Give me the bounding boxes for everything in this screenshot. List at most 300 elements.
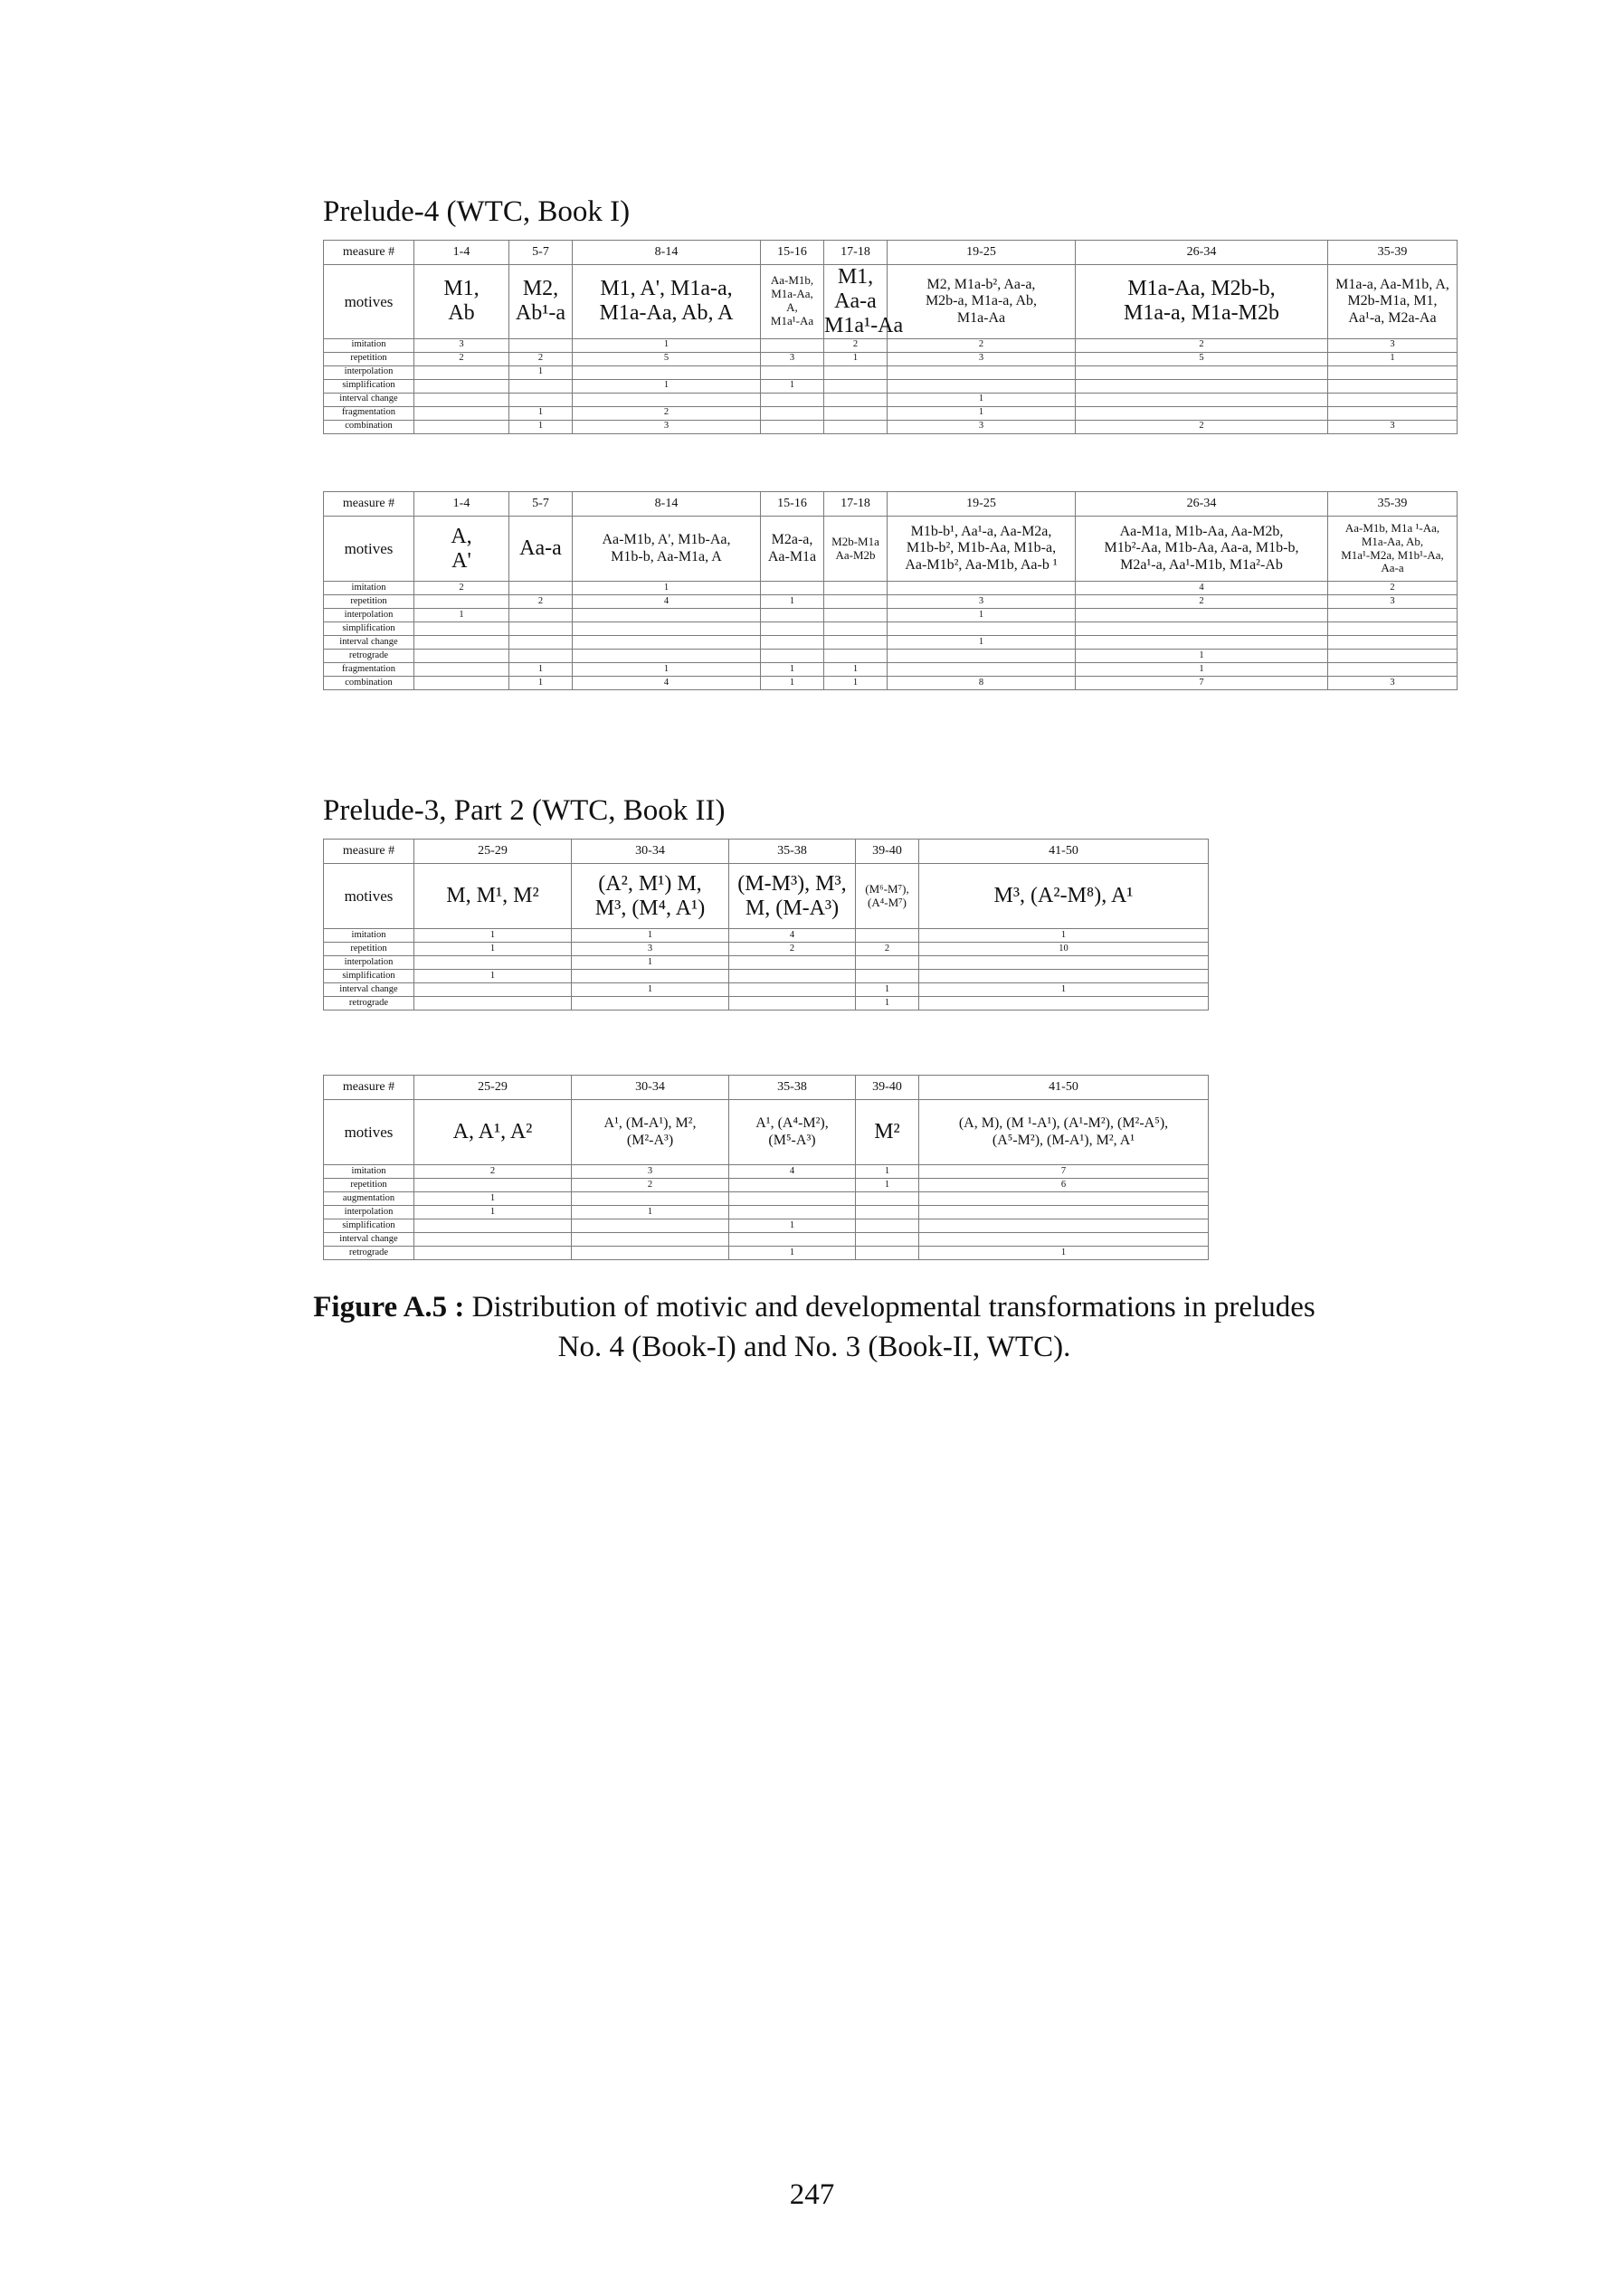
count-cell [729, 970, 856, 983]
measure-range-cell: 30-34 [572, 840, 729, 864]
motive-line: (A⁴-M⁷) [868, 895, 907, 909]
count-cell [414, 406, 509, 420]
count-cell [888, 663, 1076, 677]
count-cell: 1 [509, 663, 573, 677]
motive-line: M1b-b², M1b-Aa, M1b-a, [906, 540, 1057, 556]
transformation-label: augmentation [324, 1192, 414, 1206]
header-row [324, 492, 1458, 517]
count-cell: 5 [1076, 352, 1328, 365]
count-cell: 1 [509, 406, 573, 420]
count-cell: 3 [1328, 595, 1458, 609]
count-cell [729, 983, 856, 997]
count-cell [824, 406, 888, 420]
count-cell [919, 956, 1209, 970]
count-cell [1328, 406, 1458, 420]
count-cell: 3 [572, 1165, 729, 1179]
count-cell [509, 393, 573, 406]
motives-cell [856, 864, 919, 929]
motives-cell [824, 517, 888, 582]
count-cell: 2 [856, 943, 919, 956]
motives-row [324, 517, 1458, 582]
count-cell [919, 1219, 1209, 1233]
figure-caption [308, 1288, 1321, 1367]
motive-line: M1a¹-M2a, M1b¹-Aa, [1341, 547, 1444, 562]
measure-header: measure # [324, 241, 414, 265]
count-cell [824, 636, 888, 650]
count-cell [919, 997, 1209, 1010]
count-cell: 1 [888, 406, 1076, 420]
transformation-row [324, 636, 1458, 650]
count-cell: 1 [856, 1179, 919, 1192]
count-cell: 1 [414, 1206, 572, 1219]
count-cell [414, 379, 509, 393]
count-cell [824, 650, 888, 663]
count-cell: 1 [1076, 663, 1328, 677]
transformation-row [324, 379, 1458, 393]
count-cell [729, 1192, 856, 1206]
measure-header: measure # [324, 492, 414, 517]
measure-range-cell: 35-38 [729, 840, 856, 864]
header-row [324, 840, 1209, 864]
motives-row [324, 864, 1209, 929]
count-cell [729, 997, 856, 1010]
count-cell: 1 [414, 929, 572, 943]
transformation-label: imitation [324, 1165, 414, 1179]
motive-line: A¹, (A⁴-M²), [755, 1115, 829, 1132]
motives-cell [729, 864, 856, 929]
transformation-label: retrograde [324, 650, 414, 663]
count-cell: 4 [729, 1165, 856, 1179]
count-cell [761, 582, 824, 595]
count-cell [1076, 406, 1328, 420]
count-cell [509, 582, 573, 595]
count-cell [414, 1219, 572, 1233]
count-cell [888, 650, 1076, 663]
motives-cell [761, 265, 824, 339]
motives-cell [414, 517, 509, 582]
motive-line: Ab¹-a [515, 301, 566, 326]
motive-line: M1a-Aa, Ab, A [599, 301, 734, 326]
transformation-label: repetition [324, 595, 414, 609]
motive-line: M2, [522, 277, 559, 301]
count-cell: 1 [572, 1206, 729, 1219]
count-cell [573, 636, 761, 650]
count-cell: 3 [1328, 338, 1458, 352]
count-cell: 2 [824, 338, 888, 352]
motive-line: M1, A', M1a-a, [600, 277, 733, 301]
transformation-row [324, 582, 1458, 595]
count-cell [572, 1233, 729, 1247]
measure-range-cell: 8-14 [573, 241, 761, 265]
count-cell: 2 [573, 406, 761, 420]
count-cell: 1 [1328, 352, 1458, 365]
count-cell: 1 [761, 379, 824, 393]
count-cell: 1 [572, 929, 729, 943]
transformation-row [324, 943, 1209, 956]
count-cell: 4 [729, 929, 856, 943]
count-cell: 1 [414, 1192, 572, 1206]
transformation-row [324, 663, 1458, 677]
count-cell [761, 393, 824, 406]
transformation-label: interpolation [324, 609, 414, 622]
motive-line: M1b-b, Aa-M1a, A [611, 548, 722, 565]
motive-line: Ab [448, 301, 475, 326]
prelude-3-table-1 [323, 839, 1209, 1010]
measure-range-cell: 1-4 [414, 492, 509, 517]
measure-range-cell: 15-16 [761, 492, 824, 517]
count-cell [509, 338, 573, 352]
motives-cell [919, 1100, 1209, 1165]
measure-range-cell: 17-18 [824, 241, 888, 265]
motive-line: M1, [837, 265, 874, 289]
motives-cell [824, 265, 904, 339]
count-cell [414, 1233, 572, 1247]
count-cell [761, 365, 824, 379]
count-cell [414, 956, 572, 970]
count-cell [572, 997, 729, 1010]
count-cell [919, 1206, 1209, 1219]
motive-line: Aa-a [519, 536, 562, 561]
motive-line: M2b-a, M1a-a, Ab, [925, 293, 1038, 309]
count-cell: 2 [888, 338, 1076, 352]
count-cell: 2 [1328, 582, 1458, 595]
count-cell [1328, 663, 1458, 677]
motive-line: M³, (M⁴, A¹) [594, 896, 706, 920]
transformation-row [324, 997, 1209, 1010]
transformation-row [324, 393, 1458, 406]
count-cell [824, 622, 888, 636]
prelude-4-table-2 [323, 491, 1458, 690]
count-cell: 3 [572, 943, 729, 956]
count-cell: 1 [919, 929, 1209, 943]
transformation-label: imitation [324, 338, 414, 352]
motives-cell [509, 517, 573, 582]
count-cell [572, 970, 729, 983]
motive-line: Aa-M1b², Aa-M1b, Aa-b ¹ [905, 556, 1058, 573]
count-cell [824, 393, 888, 406]
count-cell: 1 [509, 677, 573, 690]
count-cell [761, 420, 824, 433]
motives-cell [1328, 265, 1458, 339]
transformation-row [324, 595, 1458, 609]
count-cell: 3 [888, 420, 1076, 433]
motive-line: M1a-Aa [956, 309, 1006, 326]
count-cell: 1 [414, 609, 509, 622]
count-cell: 7 [1076, 677, 1328, 690]
count-cell: 1 [414, 943, 572, 956]
transformation-label: interpolation [324, 365, 414, 379]
count-cell: 8 [888, 677, 1076, 690]
count-cell [509, 379, 573, 393]
motive-line: (M²-A³) [626, 1132, 674, 1148]
transformation-label: simplification [324, 379, 414, 393]
count-cell [572, 1219, 729, 1233]
figure-label: Figure A.5 : [313, 1291, 465, 1324]
transformation-row [324, 1192, 1209, 1206]
count-cell [919, 1233, 1209, 1247]
motive-line: Aa-a [1381, 561, 1404, 575]
measure-header: measure # [324, 840, 414, 864]
motive-line: Aa-M1b, [770, 273, 814, 288]
count-cell [414, 636, 509, 650]
count-cell [414, 393, 509, 406]
motive-line: M2a-a, [771, 532, 813, 548]
motives-cell [509, 265, 573, 339]
transformation-row [324, 1206, 1209, 1219]
measure-range-cell: 25-29 [414, 840, 572, 864]
motive-line: M2b-M1a [831, 534, 879, 548]
count-cell: 7 [919, 1165, 1209, 1179]
motive-line: (M⁵-A³) [768, 1132, 816, 1148]
count-cell: 1 [919, 1247, 1209, 1260]
motives-label: motives [324, 1100, 414, 1165]
measure-range-cell: 30-34 [572, 1076, 729, 1100]
motives-cell [888, 517, 1076, 582]
count-cell [824, 582, 888, 595]
measure-range-cell: 1-4 [414, 241, 509, 265]
motive-line: M1a-a, Aa-M1b, A, [1335, 276, 1449, 292]
motive-line: M, (M-A³) [745, 896, 840, 920]
count-cell: 1 [509, 365, 573, 379]
measure-range-cell: 17-18 [824, 492, 888, 517]
transformation-label: combination [324, 420, 414, 433]
count-cell [919, 1192, 1209, 1206]
transformation-row [324, 983, 1209, 997]
count-cell [572, 1192, 729, 1206]
measure-range-cell: 19-25 [888, 492, 1076, 517]
count-cell [509, 609, 573, 622]
prelude-3-title: Prelude-3, Part 2 (WTC, Book II) [323, 794, 726, 827]
count-cell: 1 [824, 677, 888, 690]
count-cell [888, 622, 1076, 636]
transformation-label: imitation [324, 929, 414, 943]
transformation-row [324, 352, 1458, 365]
measure-range-cell: 25-29 [414, 1076, 572, 1100]
count-cell [573, 393, 761, 406]
count-cell [888, 379, 1076, 393]
count-cell: 1 [573, 663, 761, 677]
transformation-label: combination [324, 677, 414, 690]
count-cell [1328, 609, 1458, 622]
count-cell [1076, 393, 1328, 406]
count-cell [509, 636, 573, 650]
count-cell [856, 1192, 919, 1206]
transformation-label: repetition [324, 943, 414, 956]
count-cell: 4 [1076, 582, 1328, 595]
motive-line: M1, [443, 277, 480, 301]
motive-line: M1a-Aa, M2b-b, [1127, 277, 1276, 301]
transformation-label: fragmentation [324, 406, 414, 420]
transformation-row [324, 1219, 1209, 1233]
motives-cell [919, 864, 1209, 929]
count-cell: 1 [573, 338, 761, 352]
count-cell [414, 677, 509, 690]
count-cell: 1 [572, 956, 729, 970]
motives-cell [414, 1100, 572, 1165]
motive-line: (A², M¹) M, [598, 871, 702, 896]
count-cell [509, 650, 573, 663]
transformation-row [324, 956, 1209, 970]
count-cell: 1 [824, 352, 888, 365]
motive-line: M, M¹, M² [446, 884, 539, 908]
count-cell [888, 582, 1076, 595]
measure-range-cell: 26-34 [1076, 492, 1328, 517]
count-cell: 2 [1076, 420, 1328, 433]
motive-line: M1a-Aa, Ab, [1361, 534, 1424, 548]
motive-line: M1a-a, M1a-M2b [1124, 301, 1279, 326]
count-cell [1328, 636, 1458, 650]
transformation-label: retrograde [324, 1247, 414, 1260]
count-cell: 3 [1328, 677, 1458, 690]
count-cell [856, 956, 919, 970]
motives-cell [1328, 517, 1458, 582]
measure-range-cell: 41-50 [919, 1076, 1209, 1100]
count-cell [856, 1233, 919, 1247]
count-cell: 2 [729, 943, 856, 956]
motive-line: (A⁵-M²), (M-A¹), M², A¹ [992, 1132, 1135, 1148]
measure-range-cell: 35-38 [729, 1076, 856, 1100]
motives-label: motives [324, 864, 414, 929]
motives-cell [414, 864, 572, 929]
motive-line: Aa-M1b, A', M1b-Aa, [602, 532, 731, 548]
count-cell: 10 [919, 943, 1209, 956]
count-cell: 3 [761, 352, 824, 365]
motives-row [324, 265, 1458, 339]
measure-range-cell: 19-25 [888, 241, 1076, 265]
count-cell: 1 [509, 420, 573, 433]
motive-line: (M⁶-M⁷), [865, 881, 909, 896]
count-cell: 6 [919, 1179, 1209, 1192]
count-cell [824, 379, 888, 393]
motive-line: (A, M), (M ¹-A¹), (A¹-M²), (M²-A⁵), [958, 1115, 1169, 1132]
header-row [324, 241, 1458, 265]
measure-range-cell: 8-14 [573, 492, 761, 517]
count-cell: 1 [888, 393, 1076, 406]
transformation-label: repetition [324, 1179, 414, 1192]
transformation-row [324, 406, 1458, 420]
page-number: 247 [789, 2178, 835, 2211]
count-cell: 2 [1076, 338, 1328, 352]
count-cell: 1 [761, 595, 824, 609]
transformation-label: interval change [324, 1233, 414, 1247]
count-cell [572, 1247, 729, 1260]
transformation-row [324, 1179, 1209, 1192]
count-cell [729, 1206, 856, 1219]
motive-line: M1b²-Aa, M1b-Aa, Aa-a, M1b-b, [1104, 540, 1299, 556]
count-cell [1076, 622, 1328, 636]
count-cell: 2 [509, 352, 573, 365]
count-cell [414, 663, 509, 677]
count-cell [573, 622, 761, 636]
measure-range-cell: 35-39 [1328, 241, 1458, 265]
count-cell: 1 [761, 663, 824, 677]
count-cell [1328, 365, 1458, 379]
count-cell [761, 622, 824, 636]
motives-cell [572, 864, 729, 929]
count-cell: 1 [856, 983, 919, 997]
motive-line: Aa-a [834, 289, 877, 313]
count-cell: 3 [888, 352, 1076, 365]
count-cell [1076, 636, 1328, 650]
count-cell: 3 [1328, 420, 1458, 433]
count-cell: 1 [761, 677, 824, 690]
motive-line: (M-M³), M³, [737, 871, 847, 896]
count-cell [919, 970, 1209, 983]
motive-line: M³, (A²-M⁸), A¹ [993, 884, 1134, 908]
transformation-row [324, 1165, 1209, 1179]
transformation-label: interpolation [324, 1206, 414, 1219]
count-cell [856, 1247, 919, 1260]
count-cell: 1 [573, 582, 761, 595]
count-cell: 1 [573, 379, 761, 393]
measure-range-cell: 35-39 [1328, 492, 1458, 517]
prelude-3-table-2 [323, 1075, 1209, 1260]
motives-cell [1076, 517, 1328, 582]
motive-line: M1a¹-Aa [824, 313, 904, 337]
count-cell: 2 [414, 582, 509, 595]
transformation-label: simplification [324, 970, 414, 983]
transformation-label: imitation [324, 582, 414, 595]
count-cell [888, 365, 1076, 379]
measure-range-cell: 5-7 [509, 492, 573, 517]
motive-line: Aa-M1a, M1b-Aa, Aa-M2b, [1119, 523, 1284, 539]
transformation-row [324, 609, 1458, 622]
transformation-row [324, 929, 1209, 943]
count-cell [824, 420, 888, 433]
prelude-4-title: Prelude-4 (WTC, Book I) [323, 195, 631, 228]
transformation-label: retrograde [324, 997, 414, 1010]
count-cell [824, 609, 888, 622]
count-cell: 2 [414, 352, 509, 365]
count-cell [824, 365, 888, 379]
transformation-row [324, 677, 1458, 690]
count-cell: 4 [573, 677, 761, 690]
measure-range-cell: 15-16 [761, 241, 824, 265]
transformation-row [324, 970, 1209, 983]
motive-line: Aa-M1a [767, 548, 817, 565]
motives-cell [1076, 265, 1328, 339]
count-cell [509, 622, 573, 636]
count-cell [761, 609, 824, 622]
count-cell [856, 970, 919, 983]
count-cell: 1 [1076, 650, 1328, 663]
count-cell [729, 1233, 856, 1247]
prelude-4-table-1 [323, 240, 1458, 434]
transformation-label: simplification [324, 622, 414, 636]
measure-range-cell: 41-50 [919, 840, 1209, 864]
transformation-row [324, 338, 1458, 352]
count-cell: 1 [729, 1219, 856, 1233]
count-cell [573, 609, 761, 622]
measure-header: measure # [324, 1076, 414, 1100]
motives-cell [888, 265, 1076, 339]
count-cell [729, 1179, 856, 1192]
transformation-row [324, 1247, 1209, 1260]
count-cell [414, 595, 509, 609]
count-cell: 1 [856, 1165, 919, 1179]
count-cell: 2 [572, 1179, 729, 1192]
transformation-label: fragmentation [324, 663, 414, 677]
transformation-label: interval change [324, 393, 414, 406]
motives-label: motives [324, 265, 414, 339]
transformation-label: interval change [324, 636, 414, 650]
count-cell [824, 595, 888, 609]
count-cell: 3 [573, 420, 761, 433]
count-cell [1328, 393, 1458, 406]
count-cell: 1 [888, 636, 1076, 650]
count-cell: 3 [888, 595, 1076, 609]
count-cell: 2 [509, 595, 573, 609]
